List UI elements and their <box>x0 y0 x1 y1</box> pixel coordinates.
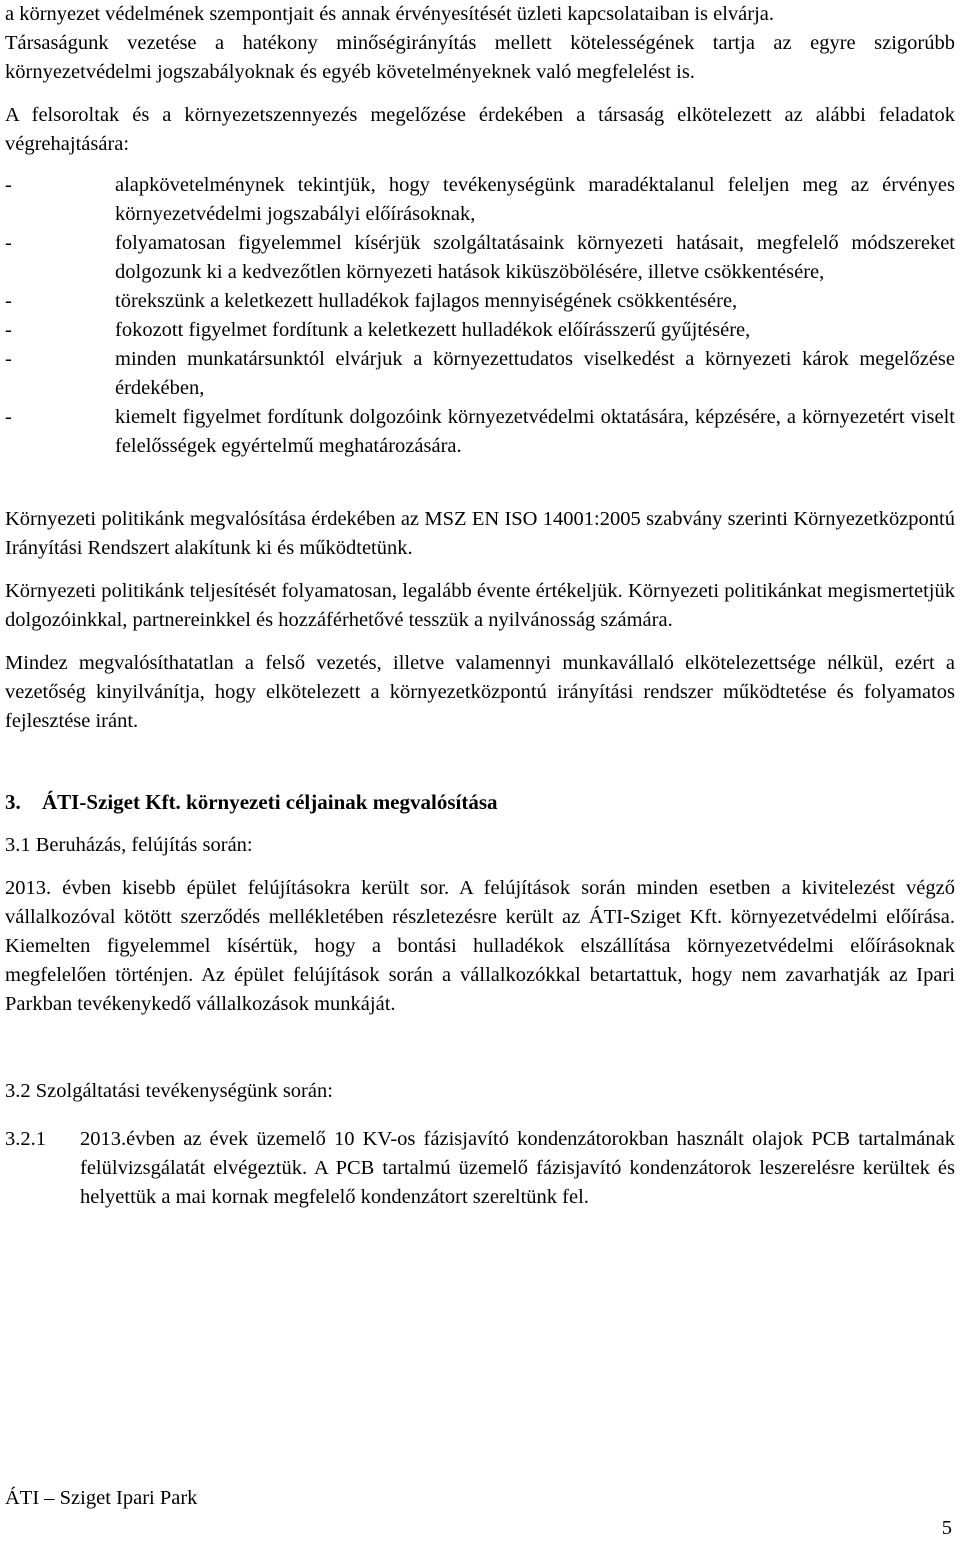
list-marker: - <box>5 290 12 312</box>
paragraph-4: Környezeti politikánk teljesítését folyamatosan, legalább évente értékeljük. Környezeti politikánkat megismertetjük dolgozóinkkal, partnereinkkel és hozzáférhetővé tesszük a nyilvánosság számára. <box>5 580 955 631</box>
list-marker: - <box>5 232 12 254</box>
item-text: 2013.évben az évek üzemelő 10 KV-os fázisjavító kondenzátorokban használt olajok PCB tartalmának felülvizsgálatát elvégeztük. A PCB tartalmú üzemelő fázisjavító kondenzátorok leszerelésre kerültek és helyettük a mai kornak megfelelő kondenzátort szereltünk fel. <box>80 1128 955 1208</box>
paragraph-3: Környezeti politikánk megvalósítása érdekében az MSZ EN ISO 14001:2005 szabvány szerinti Környezetközpontú Irányítási Rendszert alakítunk ki és működtetünk. <box>5 508 955 559</box>
paragraph-0: a környezet védelmének szempontjait és annak érvényesítését üzleti kapcsolataiban is elvárja. <box>5 3 775 25</box>
commitment-list <box>5 171 955 461</box>
paragraph-5: Mindez megvalósíthatatlan a felső vezetés, illetve valamennyi munkavállaló elkötelezettsége nélkül, ezért a vezetőség kinyilvánítja, hogy elkötelezett a környezetközpontú irányítási rendszer működtetése és folyamatos fejlesztése iránt. <box>5 652 955 732</box>
numbered-item-3-2-1 <box>5 1125 955 1212</box>
list-marker: - <box>5 406 12 428</box>
list-item: - minden munkatársunktól elvárjuk a környezettudatos viselkedést a környezeti károk megelőzése érdekében, <box>5 345 955 403</box>
paragraph-1: Társaságunk vezetése a hatékony minőségirányítás mellett kötelességének tartja az egyre szigorúbb környezetvédelmi jogszabályoknak és egyéb követelményeknek való megfelelést is. <box>5 32 955 83</box>
list-marker: - <box>5 348 12 370</box>
document-page <box>5 0 955 1212</box>
subsection-heading-3-1: 3.1 Beruházás, felújítás során: <box>5 834 253 856</box>
list-item: - fokozott figyelmet fordítunk a keletkezett hulladékok előírásszerű gyűjtésére, <box>5 316 955 345</box>
list-item: - törekszünk a keletkezett hulladékok fajlagos mennyiségének csökkentésére, <box>5 287 955 316</box>
list-marker: - <box>5 174 12 196</box>
subsection-heading-3-2: 3.2 Szolgáltatási tevékenységünk során: <box>5 1080 333 1102</box>
list-marker: - <box>5 319 12 341</box>
page-number: 5 <box>941 1517 952 1539</box>
section-heading: 3. ÁTI-Sziget Kft. környezeti céljainak megvalósítása <box>5 790 498 814</box>
subsection-3-1-text: 2013. évben kisebb épület felújításokra került sor. A felújítások során minden esetben a kivitelezést végző vállalkozóval kötött szerződés mellékletében részletezésre került az ÁTI-Sziget Kft. környezetvédelmi előírása. Kiemelten figyelemmel kísértük, hogy a bontási hulladékok elszállítása környezetvédelmi előírásoknak megfelelően történjen. Az épület felújítások során a vállalkozókkal betartattuk, hogy nem zavarhatják az Ipari Parkban tevékenykedő vállalkozások munkáját. <box>5 877 955 1015</box>
list-item: - folyamatosan figyelemmel kísérjük szolgáltatásaink környezeti hatásait, megfelelő módszereket dolgozunk ki a kedvezőtlen környezeti hatások kiküszöbölésére, illetve csökkentésére, <box>5 229 955 287</box>
item-number: 3.2.1 <box>5 1128 46 1150</box>
footer-title: ÁTI – Sziget Ipari Park <box>5 1487 198 1509</box>
list-item: - alapkövetelménynek tekintjük, hogy tevékenységünk maradéktalanul feleljen meg az érvényes környezetvédelmi jogszabályi előírásoknak, <box>5 171 955 229</box>
paragraph-2: A felsoroltak és a környezetszennyezés megelőzése érdekében a társaság elkötelezett az alábbi feladatok végrehajtására: <box>5 104 955 155</box>
list-item: - kiemelt figyelmet fordítunk dolgozóink környezetvédelmi oktatására, képzésére, a környezetért viselt felelősségek egyértelmű meghatározására. <box>5 403 955 461</box>
